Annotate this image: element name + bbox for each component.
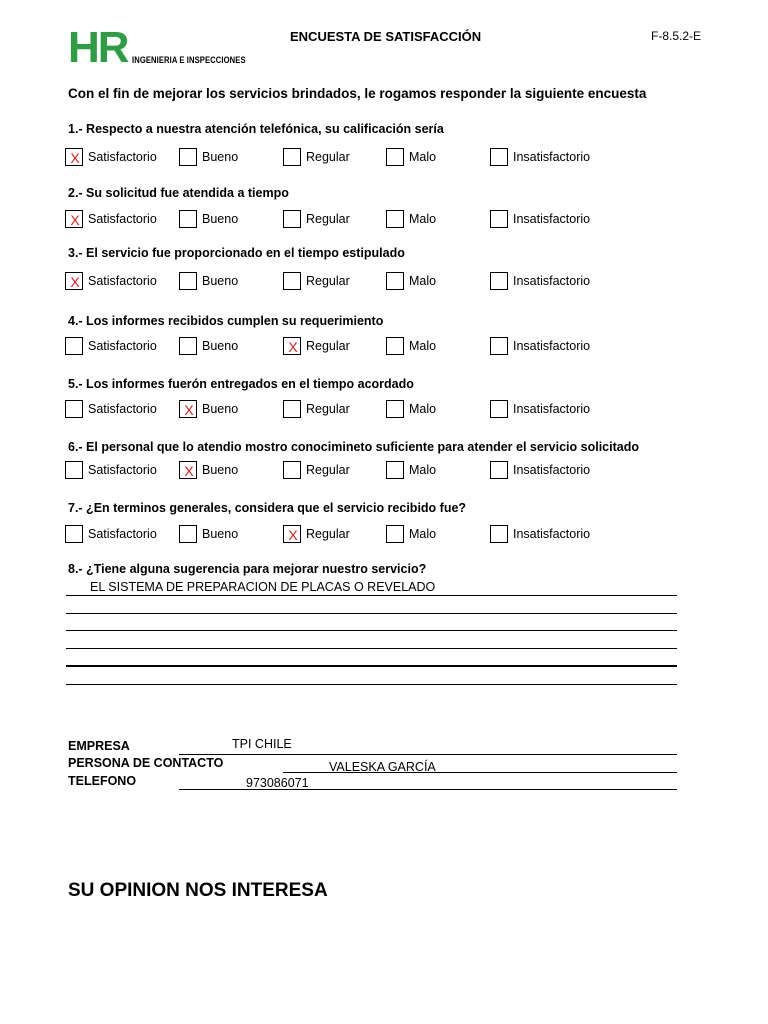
option-label: Regular bbox=[306, 527, 350, 541]
footer-slogan: SU OPINION NOS INTERESA bbox=[68, 880, 328, 901]
checkbox[interactable] bbox=[283, 400, 301, 418]
option-label: Malo bbox=[409, 274, 437, 288]
checkbox[interactable] bbox=[490, 337, 508, 355]
option-label: Malo bbox=[409, 150, 437, 164]
option-label: Bueno bbox=[202, 339, 239, 353]
option-label: Malo bbox=[409, 463, 437, 477]
option-label: Regular bbox=[306, 339, 350, 353]
empresa-value[interactable]: TPI CHILE bbox=[232, 737, 292, 751]
option-label: Satisfactorio bbox=[88, 150, 157, 164]
checkbox[interactable] bbox=[386, 525, 404, 543]
option-label: Bueno bbox=[202, 212, 239, 226]
checkbox[interactable] bbox=[283, 337, 301, 355]
checkbox[interactable] bbox=[65, 337, 83, 355]
option-label: Regular bbox=[306, 212, 350, 226]
checkbox[interactable] bbox=[65, 461, 83, 479]
check-mark-icon: X bbox=[184, 463, 194, 479]
checkbox[interactable] bbox=[386, 461, 404, 479]
page-title: ENCUESTA DE SATISFACCIÓN bbox=[290, 29, 482, 44]
answer-line bbox=[66, 613, 677, 614]
checkbox[interactable] bbox=[179, 400, 197, 418]
option-label: Malo bbox=[409, 402, 437, 416]
telefono-underline bbox=[179, 789, 677, 790]
check-mark-icon: X bbox=[70, 150, 80, 166]
telefono-value[interactable]: 973086071 bbox=[246, 776, 309, 790]
question-4: 4.- Los informes recibidos cumplen su requerimiento bbox=[68, 314, 384, 328]
checkbox[interactable] bbox=[65, 148, 83, 166]
checkbox[interactable] bbox=[65, 272, 83, 290]
intro-text: Con el fin de mejorar los servicios brindados, le rogamos responder la siguiente encuesta bbox=[68, 86, 647, 101]
check-mark-icon: X bbox=[288, 339, 298, 355]
check-mark-icon: X bbox=[288, 527, 298, 543]
check-mark-icon: X bbox=[70, 274, 80, 290]
answer-line bbox=[66, 684, 677, 685]
option-label: Regular bbox=[306, 150, 350, 164]
form-code: F-8.5.2-E bbox=[651, 29, 702, 43]
option-label: Insatisfactorio bbox=[513, 212, 591, 226]
checkbox[interactable] bbox=[386, 272, 404, 290]
option-label: Bueno bbox=[202, 150, 239, 164]
empresa-label: EMPRESA bbox=[68, 739, 130, 753]
option-label: Malo bbox=[409, 339, 437, 353]
checkbox[interactable] bbox=[179, 461, 197, 479]
checkbox[interactable] bbox=[179, 337, 197, 355]
option-label: Regular bbox=[306, 463, 350, 477]
check-mark-icon: X bbox=[70, 212, 80, 228]
question-5: 5.- Los informes fuerón entregados en el tiempo acordado bbox=[68, 377, 414, 391]
option-label: Bueno bbox=[202, 274, 239, 288]
option-label: Insatisfactorio bbox=[513, 150, 591, 164]
company-logo: HR bbox=[68, 23, 128, 72]
checkbox[interactable] bbox=[386, 337, 404, 355]
option-label: Insatisfactorio bbox=[513, 463, 591, 477]
option-label: Bueno bbox=[202, 527, 239, 541]
question-3: 3.- El servicio fue proporcionado en el tiempo estipulado bbox=[68, 246, 405, 260]
checkbox[interactable] bbox=[490, 148, 508, 166]
suggestion-question: 8.- ¿Tiene alguna sugerencia para mejorar nuestro servicio? bbox=[68, 562, 427, 576]
persona-label: PERSONA DE CONTACTO bbox=[68, 756, 224, 770]
option-label: Insatisfactorio bbox=[513, 274, 591, 288]
answer-line bbox=[66, 630, 677, 631]
checkbox[interactable] bbox=[65, 210, 83, 228]
option-label: Insatisfactorio bbox=[513, 339, 591, 353]
checkbox[interactable] bbox=[283, 210, 301, 228]
checkbox[interactable] bbox=[283, 461, 301, 479]
answer-line bbox=[66, 595, 677, 596]
option-label: Satisfactorio bbox=[88, 527, 157, 541]
option-label: Insatisfactorio bbox=[513, 527, 591, 541]
telefono-label: TELEFONO bbox=[68, 774, 137, 788]
check-mark-icon: X bbox=[184, 402, 194, 418]
option-label: Satisfactorio bbox=[88, 463, 157, 477]
question-7: 7.- ¿En terminos generales, considera que el servicio recibido fue? bbox=[68, 501, 467, 515]
empresa-underline bbox=[179, 754, 677, 755]
checkbox[interactable] bbox=[490, 461, 508, 479]
answer-line bbox=[66, 648, 677, 649]
checkbox[interactable] bbox=[179, 272, 197, 290]
option-label: Satisfactorio bbox=[88, 212, 157, 226]
question-2: 2.- Su solicitud fue atendida a tiempo bbox=[68, 186, 289, 200]
option-label: Bueno bbox=[202, 463, 239, 477]
option-label: Bueno bbox=[202, 402, 239, 416]
checkbox[interactable] bbox=[283, 148, 301, 166]
checkbox[interactable] bbox=[386, 210, 404, 228]
option-label: Malo bbox=[409, 212, 437, 226]
checkbox[interactable] bbox=[386, 148, 404, 166]
checkbox[interactable] bbox=[65, 525, 83, 543]
persona-underline bbox=[283, 772, 677, 773]
answer-line bbox=[66, 665, 677, 667]
checkbox[interactable] bbox=[65, 400, 83, 418]
checkbox[interactable] bbox=[283, 272, 301, 290]
checkbox[interactable] bbox=[179, 525, 197, 543]
company-logo-subtitle: INGENIERIA E INSPECCIONES bbox=[132, 55, 246, 65]
question-6: 6.- El personal que lo atendio mostro conocimineto suficiente para atender el servicio solicitado bbox=[68, 440, 639, 454]
question-1: 1.- Respecto a nuestra atención telefónica, su calificación sería bbox=[68, 122, 444, 136]
checkbox[interactable] bbox=[490, 272, 508, 290]
persona-value[interactable]: VALESKA GARCÍA bbox=[329, 760, 436, 774]
option-label: Satisfactorio bbox=[88, 339, 157, 353]
checkbox[interactable] bbox=[283, 525, 301, 543]
option-label: Regular bbox=[306, 274, 350, 288]
suggestion-answer[interactable]: EL SISTEMA DE PREPARACION DE PLACAS O REVELADO bbox=[90, 580, 436, 594]
checkbox[interactable] bbox=[490, 525, 508, 543]
option-label: Regular bbox=[306, 402, 350, 416]
checkbox[interactable] bbox=[179, 148, 197, 166]
option-label: Malo bbox=[409, 527, 437, 541]
checkbox[interactable] bbox=[490, 210, 508, 228]
checkbox[interactable] bbox=[490, 400, 508, 418]
option-label: Insatisfactorio bbox=[513, 402, 591, 416]
option-label: Satisfactorio bbox=[88, 402, 157, 416]
checkbox[interactable] bbox=[386, 400, 404, 418]
checkbox[interactable] bbox=[179, 210, 197, 228]
option-label: Satisfactorio bbox=[88, 274, 157, 288]
